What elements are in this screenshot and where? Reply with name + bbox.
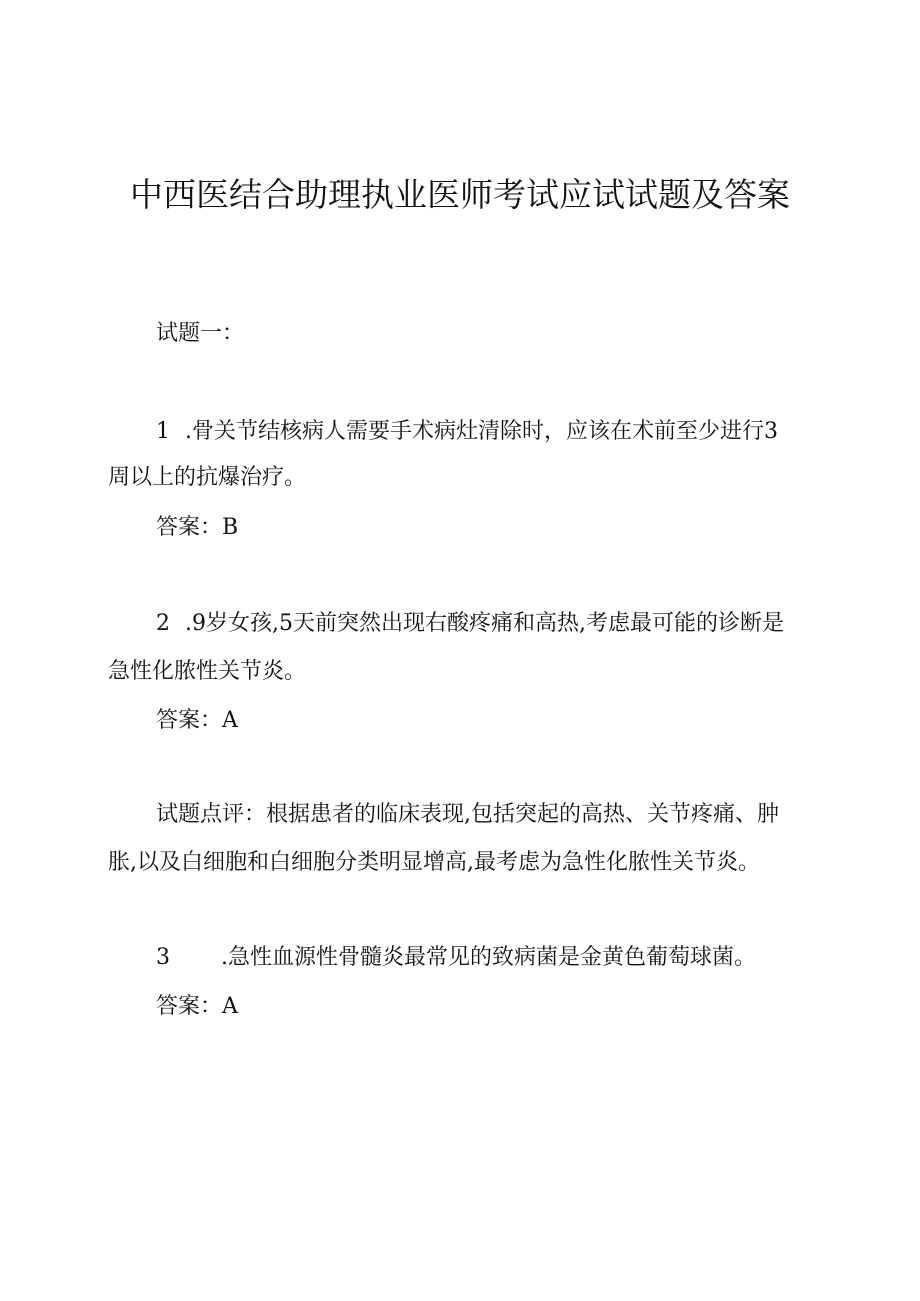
question-1-number: 1 (156, 419, 170, 444)
question-2-answer: 答案：A (156, 708, 238, 733)
question-2-text-2: 急性化脓性关节炎。 (108, 659, 307, 684)
question-1-line-1 (156, 418, 778, 446)
question-3-line (156, 944, 756, 972)
section-heading: 试题一： (156, 321, 245, 346)
question-3-number: 3 (156, 945, 170, 970)
question-3-text: .急性血源性骨髓炎最常见的致病菌是金黄色葡萄球菌。 (221, 945, 756, 970)
question-3-answer: 答案：A (156, 994, 238, 1019)
review-text-1: 试题点评：根据患者的临床表现,包括突起的高热、关节疼痛、肿 (156, 802, 779, 827)
question-2-number: 2 (156, 611, 170, 636)
question-2-line-1 (156, 610, 784, 638)
question-1-text-1: .骨关节结核病人需要手术病灶清除时，应该在术前至少进行3 (185, 419, 778, 444)
question-1-answer: 答案：B (156, 515, 239, 540)
document-title: 中西医结合助理执业医师考试应试试题及答案 (130, 175, 790, 214)
review-text-2: 胀,以及白细胞和白细胞分类明显增高,最考虑为急性化脓性关节炎。 (108, 850, 760, 875)
question-2-text-1: .9岁女孩,5天前突然出现右酸疼痛和高热,考虑最可能的诊断是 (185, 611, 784, 636)
question-1-text-2: 周以上的抗爆治疗。 (108, 465, 307, 490)
